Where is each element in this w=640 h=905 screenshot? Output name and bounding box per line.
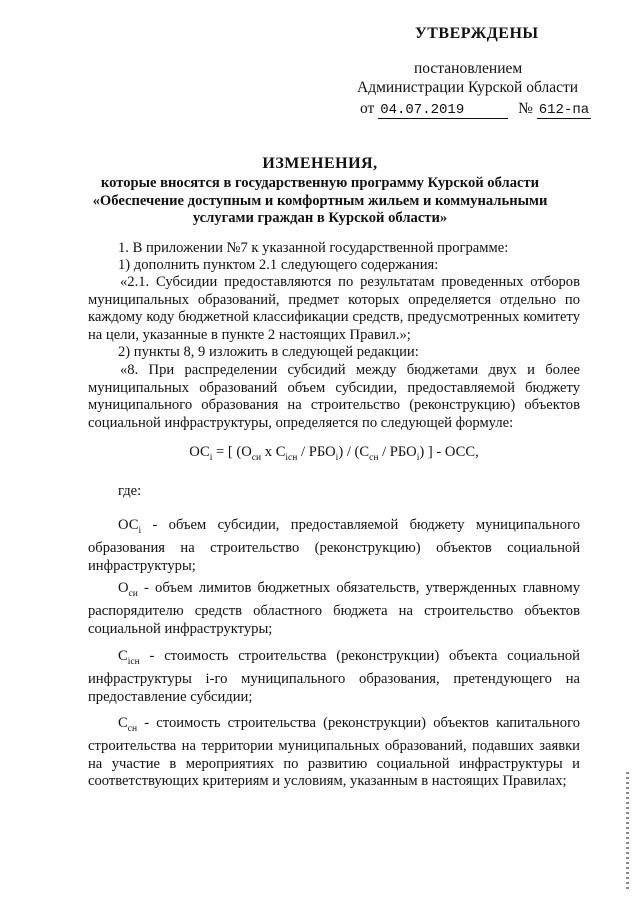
def-csn-sub: сн xyxy=(127,723,138,734)
heading-line-2: «Обеспечение доступным и комфортным жильем и коммунальными xyxy=(92,192,548,209)
approval-number: 612-па xyxy=(538,102,590,118)
number-label: № xyxy=(518,100,533,117)
paragraph-2-1: «2.1. Субсидии предоставляются по результатам проведенных отборов муниципальных образований, предмет которых определяется отдельно по каждому коду бюджетной классификации средств, предусмотренных комитету на цели, указанные в пункте 2 настоящих Правил.»; xyxy=(88,274,580,343)
formula-rbo2-sub: i xyxy=(416,452,420,463)
def-cisn-symbol: С xyxy=(118,648,128,664)
paragraph-8: «8. При распределении субсидий между бюджетами двух и более муниципальных образований объем субсидии, предоставляемой бюджету муниципального образования на строительство (реконструкцию) объектов социальной инфраструктуры, определяется по следующей формуле: xyxy=(88,362,580,431)
formula-rbo1: / РБО xyxy=(297,444,336,460)
heading-title: ИЗМЕНЕНИЯ, xyxy=(262,155,378,172)
definition-cisn xyxy=(88,648,580,706)
def-o-text: - объем лимитов бюджетных обязательств, утвержденных главному распорядителю средств областного бюджета на строительство объектов социальной инфраструктуры; xyxy=(88,580,580,637)
def-osi-sub: i xyxy=(138,525,142,536)
heading-line-3: услугами граждан в Курской области» xyxy=(192,210,448,226)
where-label: где: xyxy=(118,483,142,499)
item-1: 1. В приложении №7 к указанной государственной программе: xyxy=(118,240,509,256)
definition-csn xyxy=(88,715,580,791)
formula-cs-sub: сн xyxy=(369,452,379,463)
formula-lhs: ОС xyxy=(189,444,210,460)
def-cisn-sub: iсн xyxy=(127,656,140,667)
def-o-sub: си xyxy=(128,588,138,599)
item-1-subitem-1: 1) дополнить пунктом 2.1 следующего содержания: xyxy=(118,257,439,273)
heading-line-1: которые вносятся в государственную программу Курской области xyxy=(100,175,540,191)
formula-rbo1-sub: i xyxy=(335,452,339,463)
approval-line-resolution: постановлением xyxy=(414,60,523,77)
def-o-symbol: О xyxy=(118,580,129,596)
def-csn-text: - стоимость строительства (реконструкции) объектов капитального строительства на территории муниципальных образований, подавших заявки на участие в мероприятиях по развитию социальной инфраструктуры и соответствующих критериям и условиям, указанным в настоящих Правилах; xyxy=(88,715,580,790)
formula-end: ) ] - ОСС, xyxy=(419,444,479,460)
def-csn-symbol: С xyxy=(118,715,128,731)
definition-osi-limit xyxy=(88,580,580,638)
formula-c-sub: iсн xyxy=(285,452,298,463)
approval-date: 04.07.2019 xyxy=(378,103,508,119)
def-osi-symbol: ОС xyxy=(118,517,139,533)
def-cisn-text: - стоимость строительства (реконструкции) объекта социальной инфраструктуры i-го муниципального образования, претендующего на предоставление субсидии; xyxy=(88,648,580,705)
approval-stamp xyxy=(0,0,640,120)
formula-eq: = [ (О xyxy=(212,444,252,460)
formula-lhs-sub: i xyxy=(209,452,213,463)
scan-edge-mark xyxy=(626,772,629,892)
document-heading xyxy=(60,155,580,228)
formula-mid: ) / (С xyxy=(338,444,370,460)
approval-line-administration: Администрации Курской области xyxy=(357,79,579,96)
formula-times: х С xyxy=(261,444,286,460)
def-osi-text: - объем субсидии, предоставляемой бюджету муниципального образования на строительство (реконструкцию) объектов социальной инфраструктуры; xyxy=(88,517,580,574)
definition-osi xyxy=(88,517,580,575)
formula xyxy=(88,444,580,463)
approval-date-line xyxy=(360,100,591,119)
formula-rbo2: / РБО xyxy=(378,444,417,460)
from-label: от xyxy=(360,100,375,117)
item-1-subitem-2: 2) пункты 8, 9 изложить в следующей редакции: xyxy=(118,344,419,360)
approval-title: УТВЕРЖДЕНЫ xyxy=(415,25,539,42)
formula-o-sub: си xyxy=(251,452,262,463)
